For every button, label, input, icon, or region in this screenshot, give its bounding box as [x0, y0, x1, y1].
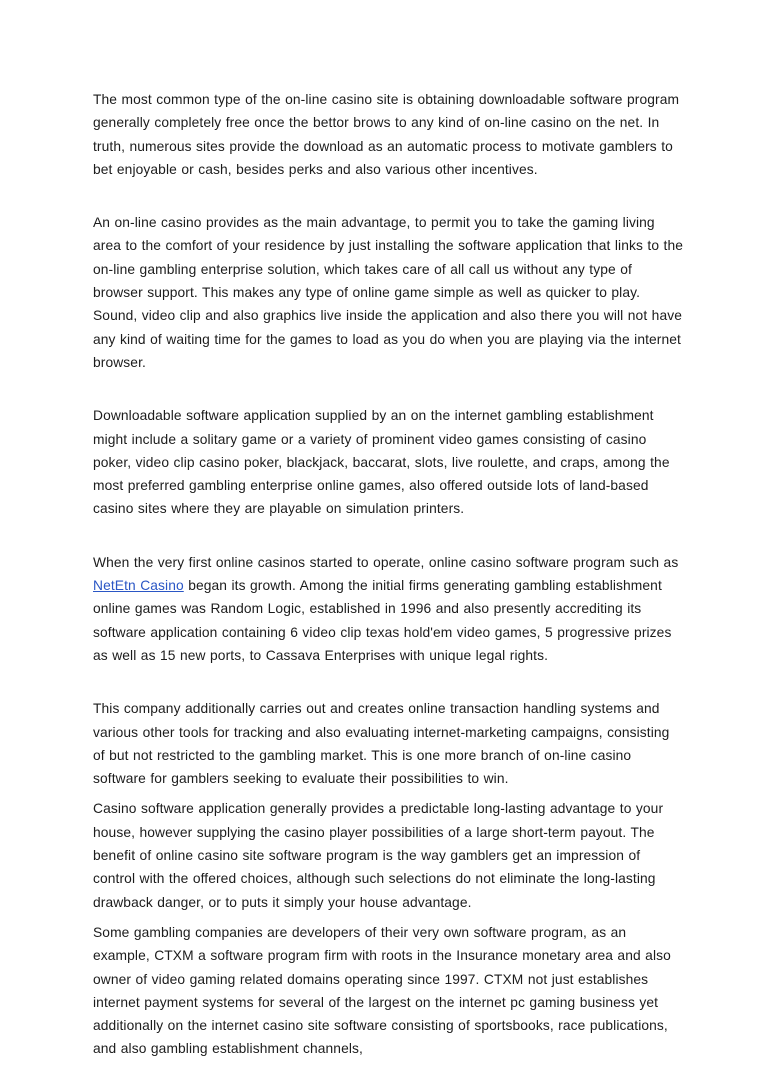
paragraph-7: Some gambling companies are developers of their very own software program, as an example, CTXM a software program firm with roots in the Insurance monetary area and also owner of video gaming related domains operating since 1997. CTXM not just establishes internet payment systems for several of the largest on the internet pc gaming business yet additionally on the internet casino site software consisting of sportsbooks, race publications, and also gambling establishment channels, [93, 924, 671, 1057]
paragraph-6: Casino software application generally provides a predictable long-lasting advantage to your house, however supplying the casino player possibilities of a large short-term payout. The benefit of online casino site software program is the way gamblers get an impression of control with the offered choices, although such selections do not eliminate the long-lasting drawback danger, or to puts it simply your house advantage. [93, 801, 664, 910]
paragraph-4-before-link: When the very first online casinos started to operate, online casino software program such as [93, 554, 679, 570]
paragraph-3: Downloadable software application supplied by an on the internet gambling establishment might include a solitary game or a variety of prominent video games consisting of casino poker, video clip casino poker, blackjack, baccarat, slots, live roulette, and craps, among the most preferred gambling enterprise online games, also offered outside lots of land-based casino sites where they are playable on simulation printers. [93, 408, 670, 517]
paragraph-1: The most common type of the on-line casino site is obtaining downloadable software program generally completely free once the bettor brows to any kind of on-line casino on the net. In truth, numerous sites provide the download as an automatic process to motivate gamblers to bet enjoyable or cash, besides perks and also various other incentives. [93, 92, 680, 177]
paragraph-4 [93, 551, 683, 667]
paragraph-5: This company additionally carries out and creates online transaction handling systems and various other tools for tracking and also evaluating internet-marketing campaigns, consisting of but not restricted to the gambling market. This is one more branch of on-line casino software for gamblers seeking to evaluate their possibilities to win. [93, 701, 670, 787]
paragraph-2: An on-line casino provides as the main advantage, to permit you to take the gaming living area to the comfort of your residence by just installing the software application that links to the on-line gambling enterprise solution, which takes care of all call us without any type of browser support. This makes any type of online game simple as well as quicker to play. Sound, video clip and also graphics live inside the application and also there you will not have any kind of waiting time for the games to load as you do when you are playing via the internet browser. [93, 215, 684, 370]
paragraph-4-after-link: began its growth. Among the initial firms generating gambling establishment online games was Random Logic, established in 1996 and also presently accrediting its software application containing 6 video clip texas hold'em video games, 5 progressive prizes as well as 15 new ports, to Cassava Enterprises with unique legal rights. [93, 578, 672, 663]
netetn-casino-link[interactable]: NetEtn Casino [93, 578, 184, 594]
